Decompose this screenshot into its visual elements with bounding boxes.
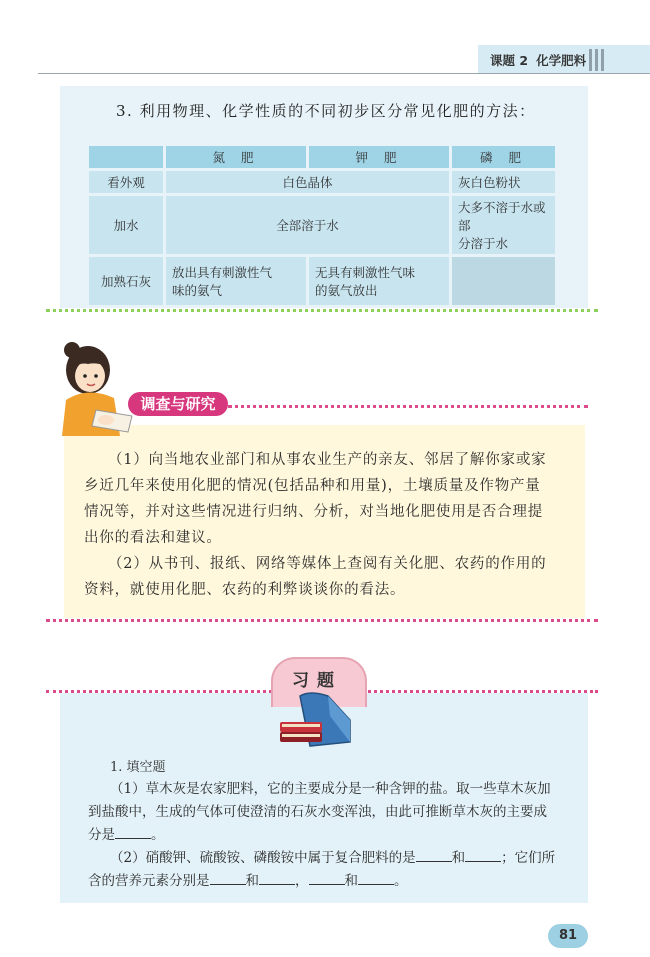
text-line: 出你的看法和建议。: [84, 530, 222, 546]
header-rule: [38, 73, 478, 74]
cell-line: 无具有刺激性气味: [315, 265, 416, 280]
text-segment: 和: [344, 873, 358, 889]
text-line: （2）从书刊、报纸、网络等媒体上查阅有关化肥、农药的作用的: [108, 556, 547, 572]
text-line: 到盐酸中，生成的气体可使澄清的石灰水变浑浊，由此可推断草木灰的主要成: [88, 804, 547, 820]
text-line: [88, 824, 578, 847]
green-dotted-divider: [46, 309, 598, 312]
table-cell: [452, 196, 555, 254]
cell-line: 大多不溶于水或部: [458, 200, 546, 233]
table-header-cell: 磷 肥: [452, 146, 555, 168]
text-line: [88, 847, 578, 870]
investigation-tag: 调查与研究: [128, 392, 228, 416]
row-label: 看外观: [89, 171, 163, 193]
chapter-header: [490, 51, 586, 69]
pink-dotted-divider: [363, 690, 598, 693]
cell-line: 分溶于水: [458, 236, 509, 251]
text-segment: 和: [245, 873, 259, 889]
text-line: 情况等，并对这些情况进行归纳、分析，对当地化肥使用是否合理提: [84, 504, 543, 520]
table-cell: 全部溶于水: [166, 196, 449, 254]
cell-line: 味的氨气: [172, 283, 223, 298]
pink-dotted-divider: [46, 619, 598, 622]
table-header-cell: 钾 肥: [309, 146, 449, 168]
table-header-row: [89, 146, 555, 168]
cell-line: 放出具有刺激性气: [172, 265, 273, 280]
exercise-title: 1. 填空题: [110, 760, 166, 775]
table-header-cell: [89, 146, 163, 168]
books-icon: [270, 690, 360, 752]
fertilizer-comparison-table: [86, 143, 558, 308]
table-cell: 灰白色粉状: [452, 171, 555, 193]
text-line: （1）草木灰是农家肥料，它的主要成分是一种含钾的盐。取一些草木灰加: [110, 781, 551, 797]
row-label: 加熟石灰: [89, 257, 163, 305]
answer-blank[interactable]: [358, 872, 394, 885]
text-segment: 分是: [88, 827, 115, 843]
table-cell-empty: [452, 257, 555, 305]
text-segment: ；它们所: [501, 850, 556, 866]
row-label: 加水: [89, 196, 163, 254]
chapter-title: 化学肥料: [536, 53, 587, 68]
answer-blank[interactable]: [115, 826, 151, 839]
text-line: 资料，就使用化肥、农药的利弊谈谈你的看法。: [84, 582, 406, 598]
answer-blank[interactable]: [309, 872, 345, 885]
text-segment: （2）硝酸钾、硫酸铵、磷酸铵中属于复合肥料的是: [110, 850, 416, 866]
text-line: （1）向当地农业部门和从事农业生产的亲友、邻居了解你家或家: [108, 452, 547, 468]
answer-blank[interactable]: [210, 872, 246, 885]
reading-girl-illustration: [48, 340, 144, 440]
exercise-badge-title: 习题: [292, 671, 342, 691]
cell-line: 的氨气放出: [315, 283, 378, 298]
text-segment: ，: [295, 873, 309, 889]
table-cell: [309, 257, 449, 305]
text-line: 乡近几年来使用化肥的情况(包括品种和用量)，土壤质量及作物产量: [84, 478, 541, 494]
table-cell: [166, 257, 306, 305]
answer-blank[interactable]: [416, 849, 452, 862]
table-row: [89, 196, 555, 254]
question-2: [88, 847, 578, 893]
text-segment: 。: [394, 873, 408, 889]
table-cell: 白色晶体: [166, 171, 449, 193]
investigation-paragraph-1: [84, 447, 547, 551]
text-segment: 含的营养元素分别是: [88, 873, 210, 889]
question-1: [88, 778, 578, 847]
method-title: 3. 利用物理、化学性质的不同初步区分常见化肥的方法：: [116, 102, 536, 120]
pink-dotted-divider: [228, 405, 588, 408]
text-line: [88, 870, 578, 893]
table-row: [89, 257, 555, 305]
text-segment: 。: [151, 827, 165, 843]
chapter-number: 课题 2: [490, 53, 529, 68]
investigation-paragraph-2: [84, 551, 547, 603]
answer-blank[interactable]: [465, 849, 501, 862]
table-row: [89, 171, 555, 193]
pink-dotted-divider: [46, 690, 272, 693]
answer-blank[interactable]: [259, 872, 295, 885]
text-segment: 和: [451, 850, 466, 866]
page-number: 81: [548, 924, 588, 948]
table-header-cell: 氮 肥: [166, 146, 306, 168]
